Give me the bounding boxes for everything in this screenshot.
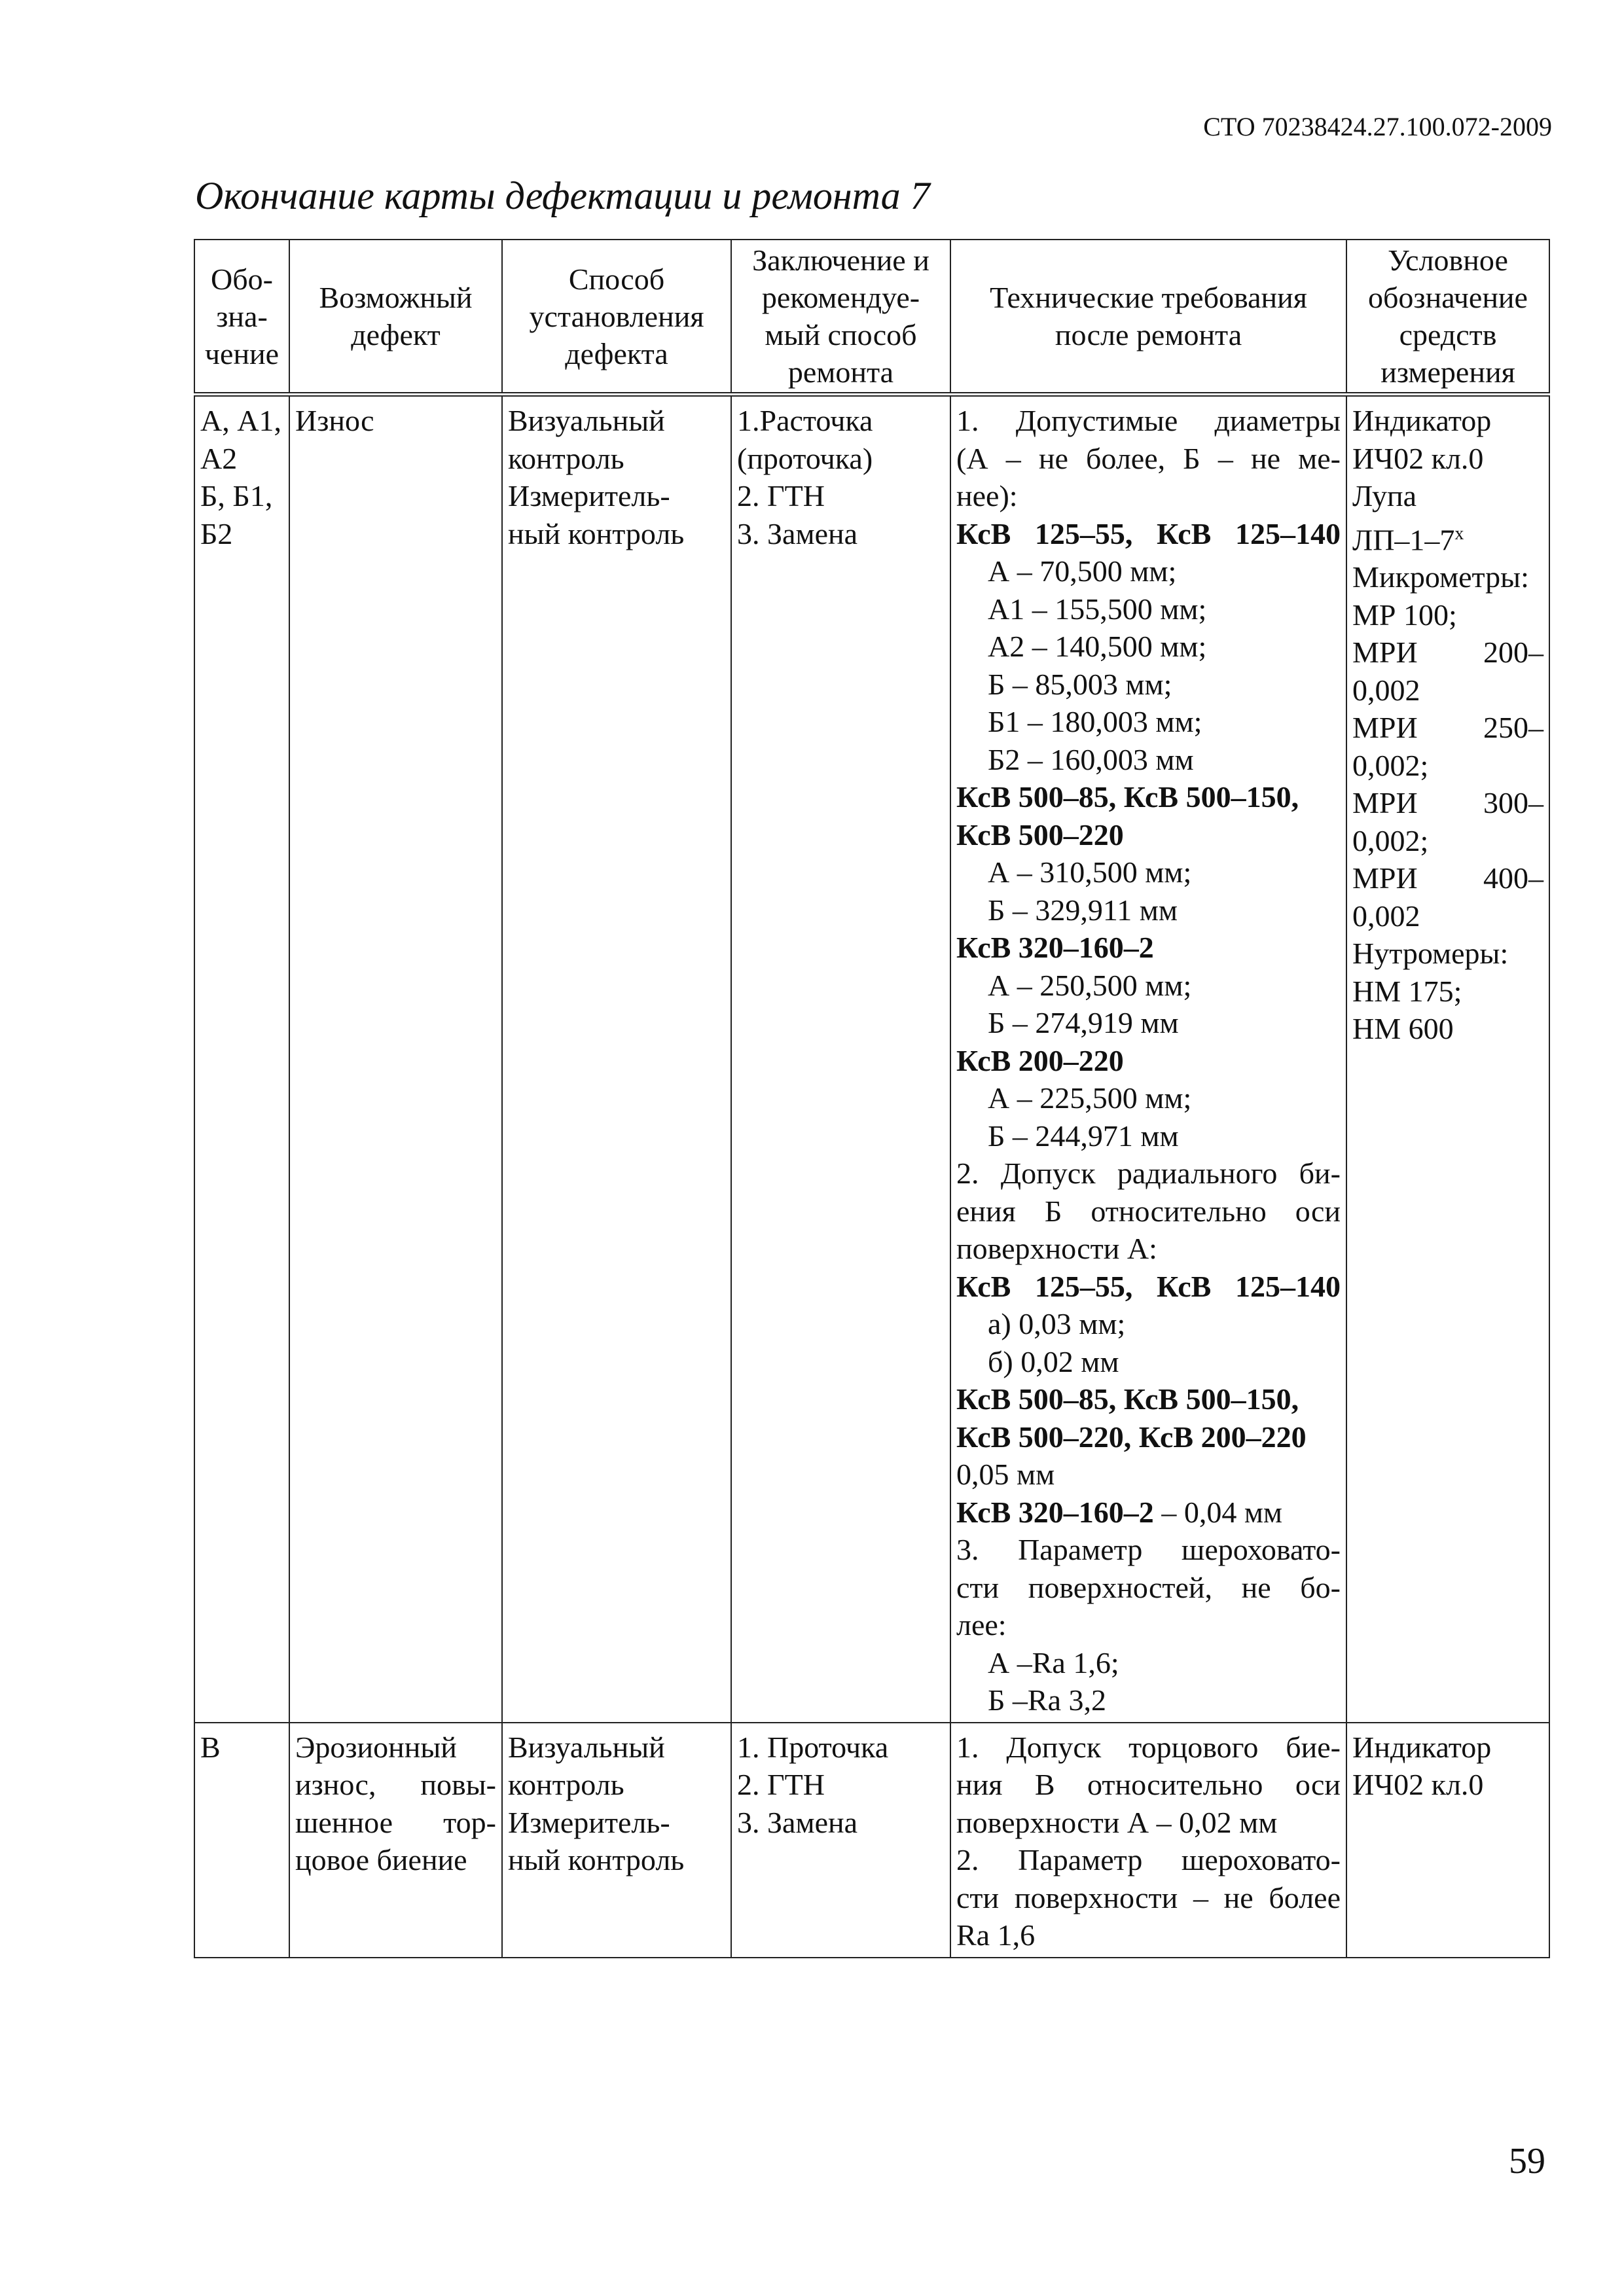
cell-designation: А, А1, А2 Б, Б1, Б2 <box>194 395 289 1723</box>
table-caption: Окончание карты дефектации и ремонта 7 <box>195 174 930 217</box>
cell-designation: В <box>194 1723 289 1958</box>
cell-requirements: 1. Допуск торцового бие- ния В относительно оси поверхности А – 0,02 мм 2. Параметр шероховато- сти поверхности – не более Ra 1,6 <box>950 1723 1346 1958</box>
cell-instruments: Индикатор ИЧ02 кл.0 <box>1346 1723 1549 1958</box>
cell-method: Визуальный контроль Измеритель- ный контроль <box>502 1723 731 1958</box>
header-defect: Возможный дефект <box>289 240 502 395</box>
header-designation: Обо- зна- чение <box>194 240 289 395</box>
cell-method: Визуальный контроль Измеритель- ный контроль <box>502 395 731 1723</box>
cell-defect: Эрозионный износ, повы- шенное тор- цовое биение <box>289 1723 502 1958</box>
cell-conclusion: 1.Расточка (проточка) 2. ГТН 3. Замена <box>731 395 950 1723</box>
table-header-row <box>194 240 1549 395</box>
cell-instruments: Индикатор ИЧ02 кл.0 Лупа ЛП–1–7$^x$ Микрометры: МР 100; МРИ 200– 0,002 МРИ 250– 0,002; МРИ 300– 0,002; МРИ 400– 0,002 Нутромеры: НМ 175; НМ 600 <box>1346 395 1549 1723</box>
page-number: 59 <box>1509 2141 1545 2181</box>
table-row <box>194 1723 1549 1958</box>
defect-repair-table <box>194 239 1550 1958</box>
document-code: СТО 70238424.27.100.072-2009 <box>1203 112 1552 141</box>
cell-requirements: 1. Допустимые диаметры (А – не более, Б – не ме- нее): КсВ 125–55, КсВ 125–140 А – 70,500 мм; А1 – 155,500 мм; А2 – 140,500 мм; Б – 85,003 мм; Б1 – 180,003 мм; Б2 – 160,003 мм КсВ 500–85, КсВ 500–150, КсВ 500–220 А – 310,500 мм; Б – 329,911 мм КсВ 320–160–2 А – 250,500 мм; Б – 274,919 мм КсВ 200–220 А – 225,500 мм; Б – 244,971 мм 2. Допуск радиального би- ения Б относительно оси поверхности А: КсВ 125–55, КсВ 125–140 а) 0,03 мм; б) 0,02 мм КсВ 500–85, КсВ 500–150, КсВ 500–220, КсВ 200–220 0,05 мм КсВ 320–160–2 – 0,04 мм 3. Параметр шероховато- сти поверхностей, не бо- лее: А –Ra 1,6; Б –Ra 3,2 <box>950 395 1346 1723</box>
header-method: Способ установления дефекта <box>502 240 731 395</box>
header-instruments: Условное обозначение средств измерения <box>1346 240 1549 395</box>
cell-conclusion: 1. Проточка 2. ГТН 3. Замена <box>731 1723 950 1958</box>
header-conclusion: Заключение и рекомендуе- мый способ ремонта <box>731 240 950 395</box>
header-requirements: Технические требования после ремонта <box>950 240 1346 395</box>
cell-defect: Износ <box>289 395 502 1723</box>
table-row <box>194 395 1549 1723</box>
